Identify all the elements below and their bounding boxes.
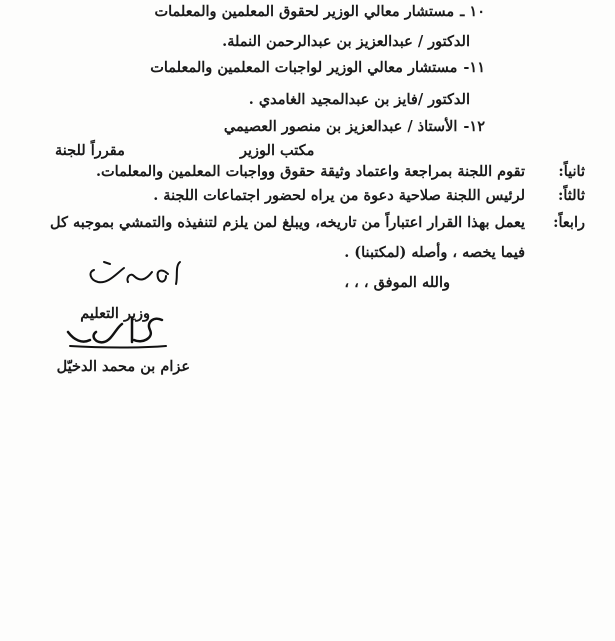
member-12-line (224, 117, 485, 137)
clause-4-label: رابعاً: (553, 214, 585, 231)
member-10-role: مستشار معالي الوزير لحقوق المعلمين والمعلمات (154, 3, 455, 20)
handwritten-note (80, 254, 190, 294)
clause-4-continuation: فيما يخصه ، وأصله (لمكتبنا) . (344, 244, 525, 261)
member-11-role: مستشار معالي الوزير لواجبات المعلمين والمعلمات (150, 59, 458, 76)
clause-4-text: يعمل بهذا القرار اعتباراً من تاريخه، ويبلغ لمن يلزم لتنفيذه والتمشي بموجبه كل (50, 214, 525, 231)
member-12-number: ١٢- (463, 118, 485, 135)
minister-signature (62, 310, 172, 360)
office-label: مكتب الوزير (240, 142, 315, 159)
closing-line: والله الموفق ، ، ، (344, 274, 450, 291)
member-11-number: ١١- (463, 59, 485, 76)
clause-2-text: تقوم اللجنة بمراجعة واعتماد وثيقة حقوق وواجبات المعلمين والمعلمات. (95, 163, 525, 180)
member-11-role-line (150, 58, 485, 78)
member-10-number: ١٠ ـ (460, 3, 485, 20)
member-10-role-line (154, 2, 485, 22)
member-12-role: الأستاذ / عبدالعزيز بن منصور العصيمي (223, 118, 458, 135)
clause-3-label: ثالثاً: (557, 187, 585, 204)
clause-2-label: ثانياً: (558, 163, 585, 180)
clause-3-text: لرئيس اللجنة صلاحية دعوة من يراه لحضور اجتماعات اللجنة . (153, 187, 525, 204)
member-11-name: الدكتور /فايز بن عبدالمجيد الغامدي . (248, 91, 470, 108)
minister-signature-svg (62, 310, 172, 360)
member-10-name: الدكتور / عبدالعزيز بن عبدالرحمن النملة. (222, 33, 470, 50)
signatory-name: عزام بن محمد الدخيّل (56, 358, 190, 375)
rapporteur-label: مقرراً للجنة (55, 142, 125, 159)
signatory-title: وزير التعليم (80, 305, 150, 322)
handwritten-note-svg (80, 254, 190, 294)
